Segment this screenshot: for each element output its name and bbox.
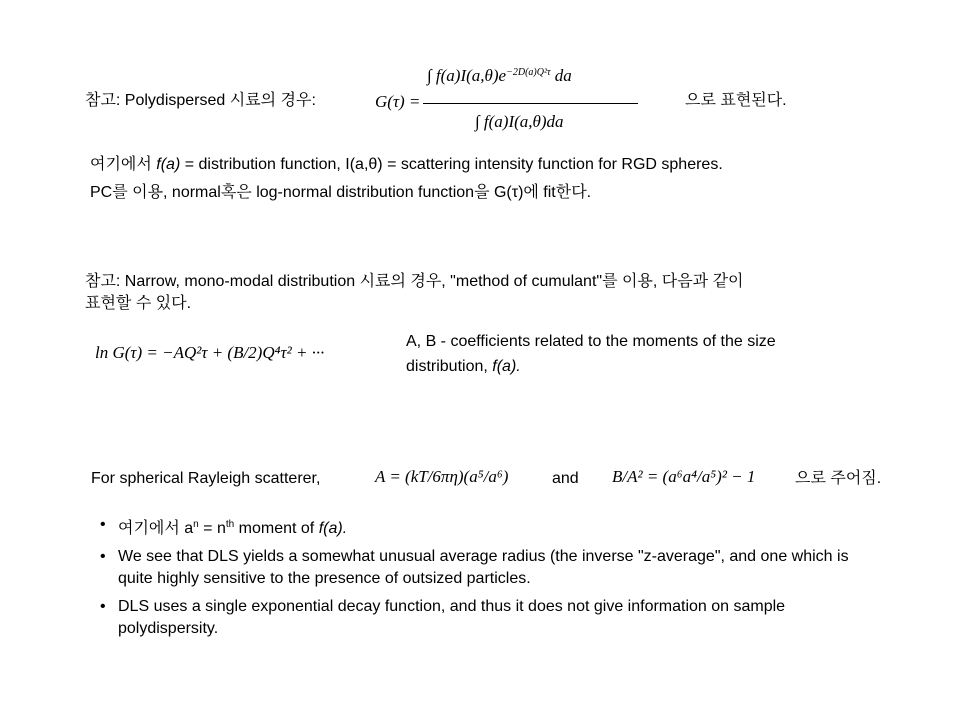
eq-B-text: B/A² = (a⁶a⁴/a⁵)² − 1	[612, 467, 756, 486]
bullet-dls-decay: • DLS uses a single exponential decay function, and thus it does not give information on sample polydispersity.	[100, 596, 880, 640]
note1-suffix: 으로 표현된다.	[685, 92, 787, 109]
rayleigh-suffix: 으로 주어짐.	[795, 470, 882, 487]
coefficients-line-2: distribution, f(a).	[406, 358, 521, 375]
definition-line-2: PC를 이용, normal혹은 log-normal distribution function을 G(τ)에 fit한다.	[90, 184, 592, 201]
coefficients-line-1: A, B - coefficients related to the moments of the size	[406, 333, 776, 350]
note1-prefix: 참고: Polydispersed 시료의 경우:	[85, 92, 316, 109]
eq-A-rayleigh	[375, 445, 535, 505]
and-label: and	[552, 470, 579, 487]
note2-line-1: 참고: Narrow, mono-modal distribution 시료의 경우, "method of cumulant"를 이용, 다음과 같이	[85, 273, 744, 290]
eq-poly-numerator: ∫ $f(a)I(a,\theta)e^{-2D(a)Q^2\tau}$ da	[427, 66, 572, 85]
eq-poly-lhs: G(τ) =	[375, 92, 421, 111]
bullet-moment: • 여기에서 $a^n = n^{th}$ moment of f(a).	[100, 514, 880, 540]
bullet-dls-average: • We see that DLS yields a somewhat unusual average radius (the inverse "z-average", and one which is quite highly sensitive to the presence of outsized particles.	[100, 546, 880, 590]
eq-A-text: A = (kT/6πη)(a⁵/a⁶)	[375, 467, 509, 486]
eq-B-rayleigh	[612, 440, 782, 505]
eq-cumulant	[95, 325, 375, 385]
eq-polydispersed	[375, 60, 645, 140]
eq-cumulant-text: ln G(τ) = −AQ²τ + (B/2)Q⁴τ² + ···	[95, 343, 325, 362]
bullet-list	[100, 514, 880, 646]
eq-poly-denominator: ∫ f(a)I(a,θ)da	[475, 112, 564, 131]
definition-line-1: 여기에서 f(a) = distribution function, I(a,θ) = scattering intensity function for RGD spheres.	[90, 156, 723, 173]
eq-poly-fraction-bar	[423, 103, 638, 104]
note2-line-2: 표현할 수 있다.	[85, 295, 192, 312]
rayleigh-label: For spherical Rayleigh scatterer,	[91, 470, 321, 487]
